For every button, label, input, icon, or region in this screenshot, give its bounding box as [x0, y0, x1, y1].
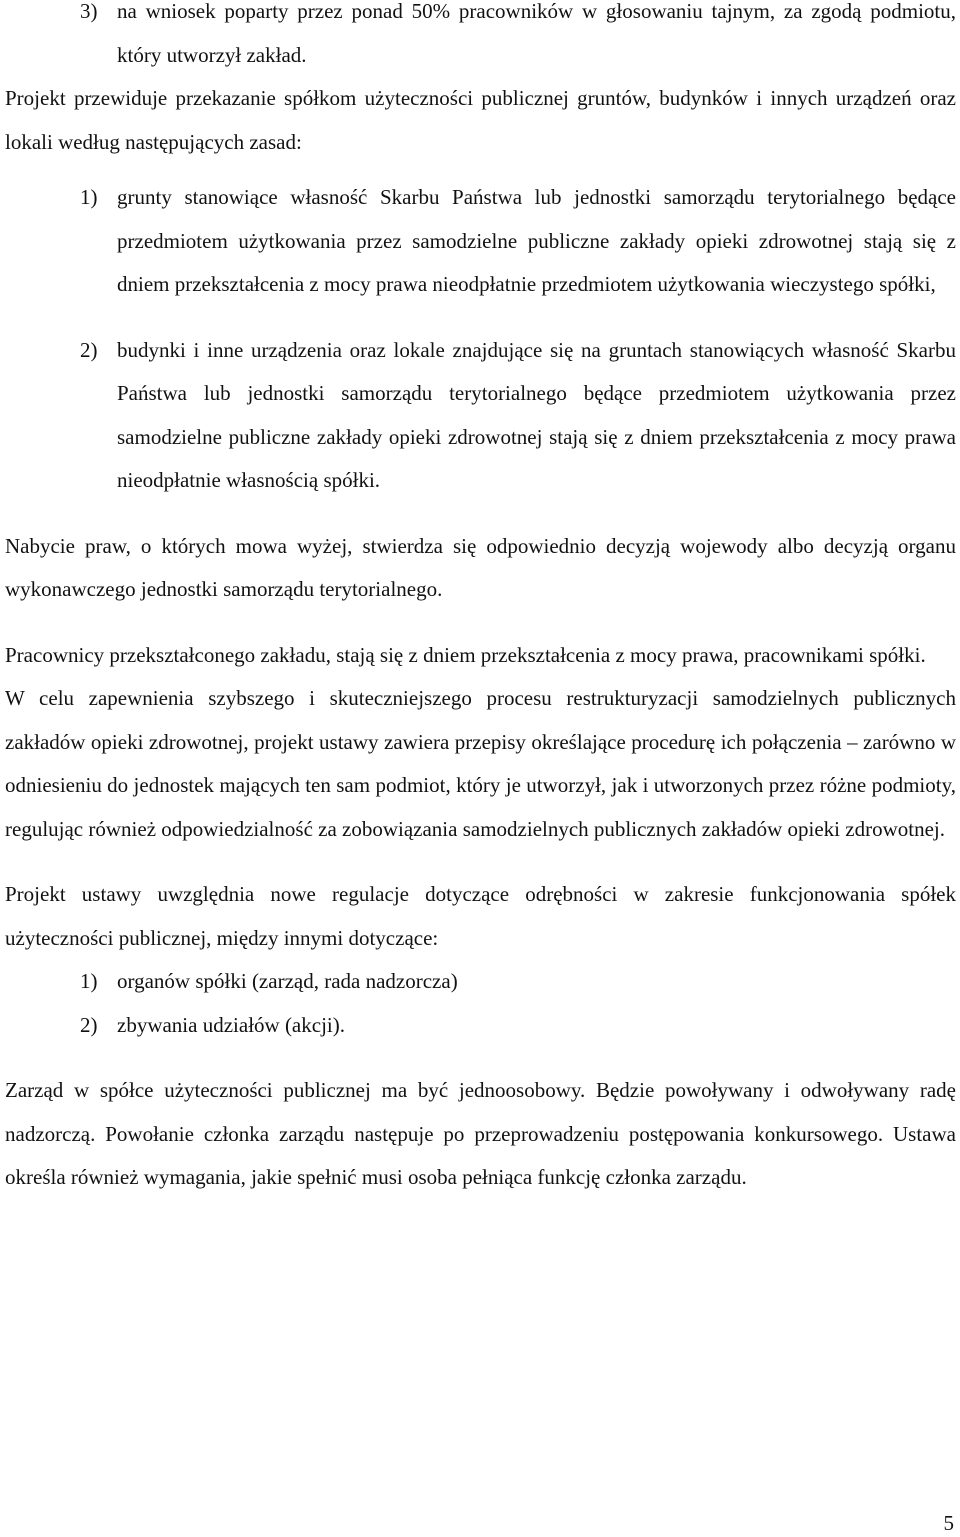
list-item-budynki [5, 329, 956, 503]
paragraph-w-celu: W celu zapewnienia szybszego i skuteczniejszego procesu restrukturyzacji samodzielnych publicznych zakładów opieki zdrowotnej, projekt ustawy zawiera przepisy określające procedurę ich połączenia – zarówno w odniesieniu do jednostek mających ten sam podmiot, który je utworzył, jak i utworzonych przez różne podmioty, regulując również odpowiedzialność za zobowiązania samodzielnych publicznych zakładów opieki zdrowotnej. [5, 686, 956, 841]
list-number: 1) [80, 969, 98, 993]
list-number: 2) [80, 1012, 98, 1037]
page-number: 5 [943, 1511, 954, 1535]
paragraph-nabycie-praw: Nabycie praw, o których mowa wyżej, stwierdza się odpowiednio decyzją wojewody albo decyzją organu wykonawczego jednostki samorządu terytorialnego. [5, 533, 956, 601]
list-text: zbywania udziałów (akcji). [117, 1012, 345, 1037]
list-text: na wniosek poparty przez ponad 50% pracowników w głosowaniu tajnym, za zgodą podmiotu, który utworzył zakład. [117, 0, 956, 67]
list-number: 3) [80, 0, 98, 23]
paragraph-zarzad: Zarząd w spółce użyteczności publicznej ma być jednoosobowy. Będzie powoływany i odwoływany radę nadzorczą. Powołanie członka zarządu następuje po przeprowadzeniu postępowania konkursowego. Ustawa określa również wymagania, jakie spełnić musi osoba pełniąca funkcję członka zarządu. [5, 1078, 956, 1189]
paragraph-pracownicy: Pracownicy przekształconego zakładu, stają się z dniem przekształcenia z mocy prawa, pracownikami spółki. [5, 642, 926, 667]
list-number: 1) [80, 185, 98, 209]
list-text: grunty stanowiące własność Skarbu Państwa lub jednostki samorządu terytorialnego będące przedmiotem użytkowania przez samodzielne publiczne zakłady opieki zdrowotnej stają się z dniem przekształcenia z mocy prawa nieodpłatnie przedmiotem użytkowania wieczystego spółki, [117, 185, 956, 296]
list-text: budynki i inne urządzenia oraz lokale znajdujące się na gruntach stanowiących własność Skarbu Państwa lub jednostki samorządu terytorialnego będące przedmiotem użytkowania przez samodzielne publiczne zakłady opieki zdrowotnej stają się z dniem przekształcenia z mocy prawa nieodpłatnie własnością spółki. [117, 337, 956, 492]
paragraph-regulacje: Projekt ustawy uwzględnia nowe regulacje dotyczące odrębności w zakresie funkcjonowania spółek użyteczności publicznej, między innymi dotyczące: [5, 882, 956, 950]
list-number: 2) [80, 337, 98, 362]
list-text: organów spółki (zarząd, rada nadzorcza) [117, 969, 458, 993]
document-page [5, 0, 956, 1200]
list-item-organy [5, 960, 956, 1004]
list-item-grunty [5, 176, 956, 307]
list-item-zbywanie [5, 1004, 956, 1048]
list-item-3-wniosek [5, 0, 956, 77]
paragraph-projekt-przewiduje: Projekt przewiduje przekazanie spółkom użyteczności publicznej gruntów, budynków i innych urządzeń oraz lokali według następujących zasad: [5, 86, 956, 154]
